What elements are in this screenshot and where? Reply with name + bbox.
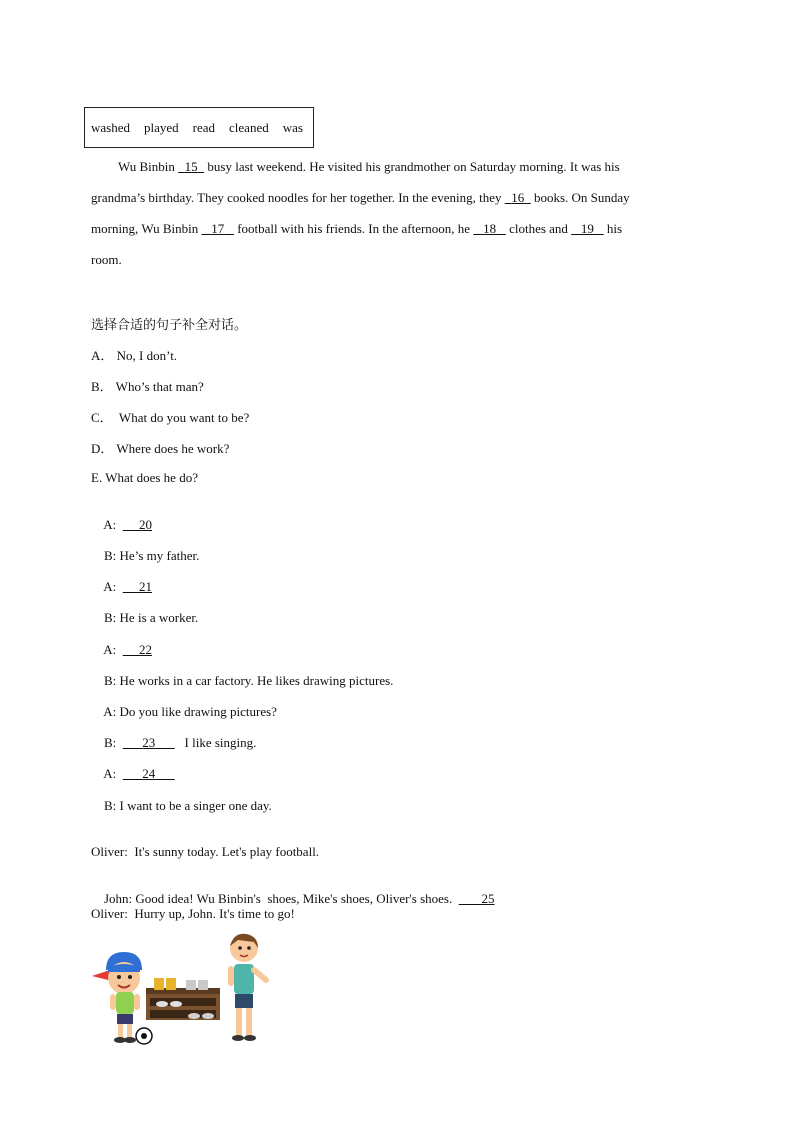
- cloze-passage: [91, 151, 699, 275]
- section-2-instruction: 选择合适的句子补全对话。: [91, 318, 248, 333]
- option-b: B． Who’s that man?: [91, 379, 204, 394]
- dialogue-line: A: 20: [103, 517, 153, 532]
- option-e: E. What does he do?: [91, 470, 198, 485]
- dialogue-line: B: I want to be a singer one day.: [104, 798, 272, 813]
- word-bank-item: read: [192, 119, 216, 135]
- blank-16: 16: [511, 190, 525, 205]
- option-c: C． What do you want to be?: [91, 410, 250, 425]
- boys-shoe-rack-illustration: [88, 930, 274, 1048]
- dialogue-line: A: Do you like drawing pictures?: [103, 704, 277, 719]
- blank-22: 22: [139, 642, 153, 657]
- dialogue-line: B: 23 I like singing.: [104, 735, 257, 750]
- dialogue-line: A: 21: [103, 579, 153, 594]
- blank-19: 19: [580, 221, 594, 236]
- passage-line-1: Wu Binbin 15 busy last weekend. He visited his grandmother on Saturday morning. It was his: [118, 159, 620, 174]
- blank-21: 21: [139, 579, 153, 594]
- word-bank-item: cleaned: [229, 119, 269, 135]
- blank-20: 20: [139, 517, 153, 532]
- passage-line-2: grandma’s birthday. They cooked noodles for her together. In the evening, they 16 books. On Sunday: [91, 190, 630, 205]
- blank-15: 15: [184, 159, 198, 174]
- dialogue-line: A: 22: [103, 642, 153, 657]
- word-bank-item: played: [144, 119, 179, 135]
- dialogue3-line: Oliver: It's sunny today. Let's play football.: [91, 844, 320, 859]
- blank-18: 18: [483, 221, 497, 236]
- passage-line-4: room.: [91, 252, 122, 267]
- boy-with-cap: [92, 952, 152, 1044]
- dialogue-line: A: 24: [91, 750, 175, 798]
- dialogue-line: B: He’s my father.: [104, 548, 200, 563]
- dialogue-line: B: He works in a car factory. He likes drawing pictures.: [104, 673, 394, 688]
- word-bank-box: [84, 107, 314, 148]
- blank-17: 17: [211, 221, 225, 236]
- blank-25: 25: [481, 891, 495, 906]
- option-d: D． Where does he work?: [91, 441, 230, 456]
- dialogue-line: B: He is a worker.: [104, 610, 199, 625]
- word-bank-item: was: [282, 119, 303, 135]
- blank-23: 23: [142, 735, 156, 750]
- option-a: A． No, I don’t.: [91, 348, 178, 363]
- passage-line-3: morning, Wu Binbin 17 football with his friends. In the afternoon, he 18 clothes and 19 his: [91, 221, 623, 236]
- dialogue3-line: John: Good idea! Wu Binbin's shoes, Mike's shoes, Oliver's shoes. 25: [104, 891, 495, 906]
- boy-standing: [228, 934, 266, 1041]
- shoe-rack: [146, 978, 220, 1020]
- blank-24: 24: [142, 766, 156, 781]
- word-bank-item: washed: [91, 119, 130, 135]
- dialogue3-line: Oliver: Hurry up, John. It's time to go!: [91, 906, 295, 921]
